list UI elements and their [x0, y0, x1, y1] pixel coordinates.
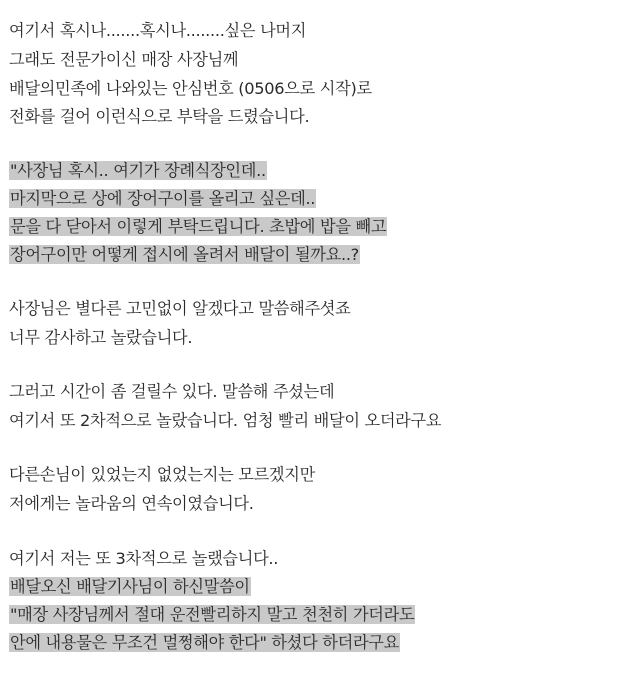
highlighted-line	[9, 630, 400, 656]
highlighted-text: "사장님 혹시.. 여기가 장례식장인데..	[10, 161, 266, 180]
line-text: 여기서 저는 또 3차적으로 놀랬습니다..	[9, 549, 279, 568]
highlighted-text: "매장 사장님께서 절대 운전빨리하지 말고 천천히 가더라도	[10, 605, 415, 624]
line-text: 다른손님이 있었는지 없었는지는 모르겠지만	[9, 465, 315, 484]
highlighted-text: 장어구이만 어떻게 접시에 올려서 배달이 될까요..?	[10, 245, 359, 264]
highlighted-text: 안에 내용물은 무조건 멀쩡해야 한다" 하셨다 하더라구요	[10, 633, 399, 652]
text-line	[9, 104, 309, 130]
highlighted-line	[9, 158, 267, 184]
highlighted-text: 배달오신 배달기사님이 하신말씀이	[10, 577, 250, 596]
line-text: 그러고 시간이 좀 걸릴수 있다. 말씀해 주셨는데	[9, 382, 335, 401]
highlighted-line	[9, 242, 360, 268]
highlighted-text: 마지막으로 상에 장어구이를 올리고 싶은데..	[10, 189, 316, 208]
line-text: 여기서 또 2차적으로 놀랐습니다. 엄청 빨리 배달이 오더라구요	[9, 411, 442, 430]
line-text: 그래도 전문가이신 매장 사장님께	[9, 50, 239, 69]
highlighted-line	[9, 186, 316, 212]
line-text: 저에게는 놀라움의 연속이였습니다.	[9, 494, 254, 513]
highlighted-text: 문을 다 닫아서 이렇게 부탁드립니다. 초밥에 밥을 빼고	[10, 217, 387, 236]
line-text: 배달의민족에 나와있는 안심번호 (0506으로 시작)로	[9, 79, 372, 98]
highlighted-line	[9, 602, 415, 628]
text-line	[9, 546, 278, 572]
text-line	[9, 18, 306, 44]
text-line	[9, 325, 192, 351]
text-line	[9, 296, 350, 322]
line-text: 전화를 걸어 이런식으로 부탁을 드렸습니다.	[9, 107, 310, 126]
line-text: 너무 감사하고 놀랐습니다.	[9, 328, 193, 347]
text-line	[9, 76, 372, 102]
text-line	[9, 462, 315, 488]
text-line	[9, 408, 441, 434]
text-line	[9, 47, 238, 73]
line-text: 여기서 혹시나.......혹시나........싶은 나머지	[9, 21, 307, 40]
line-text: 사장님은 별다른 고민없이 알겠다고 말씀해주셧죠	[9, 299, 351, 318]
highlighted-line	[9, 574, 251, 600]
highlighted-line	[9, 214, 387, 240]
text-line	[9, 379, 334, 405]
text-line	[9, 491, 254, 517]
